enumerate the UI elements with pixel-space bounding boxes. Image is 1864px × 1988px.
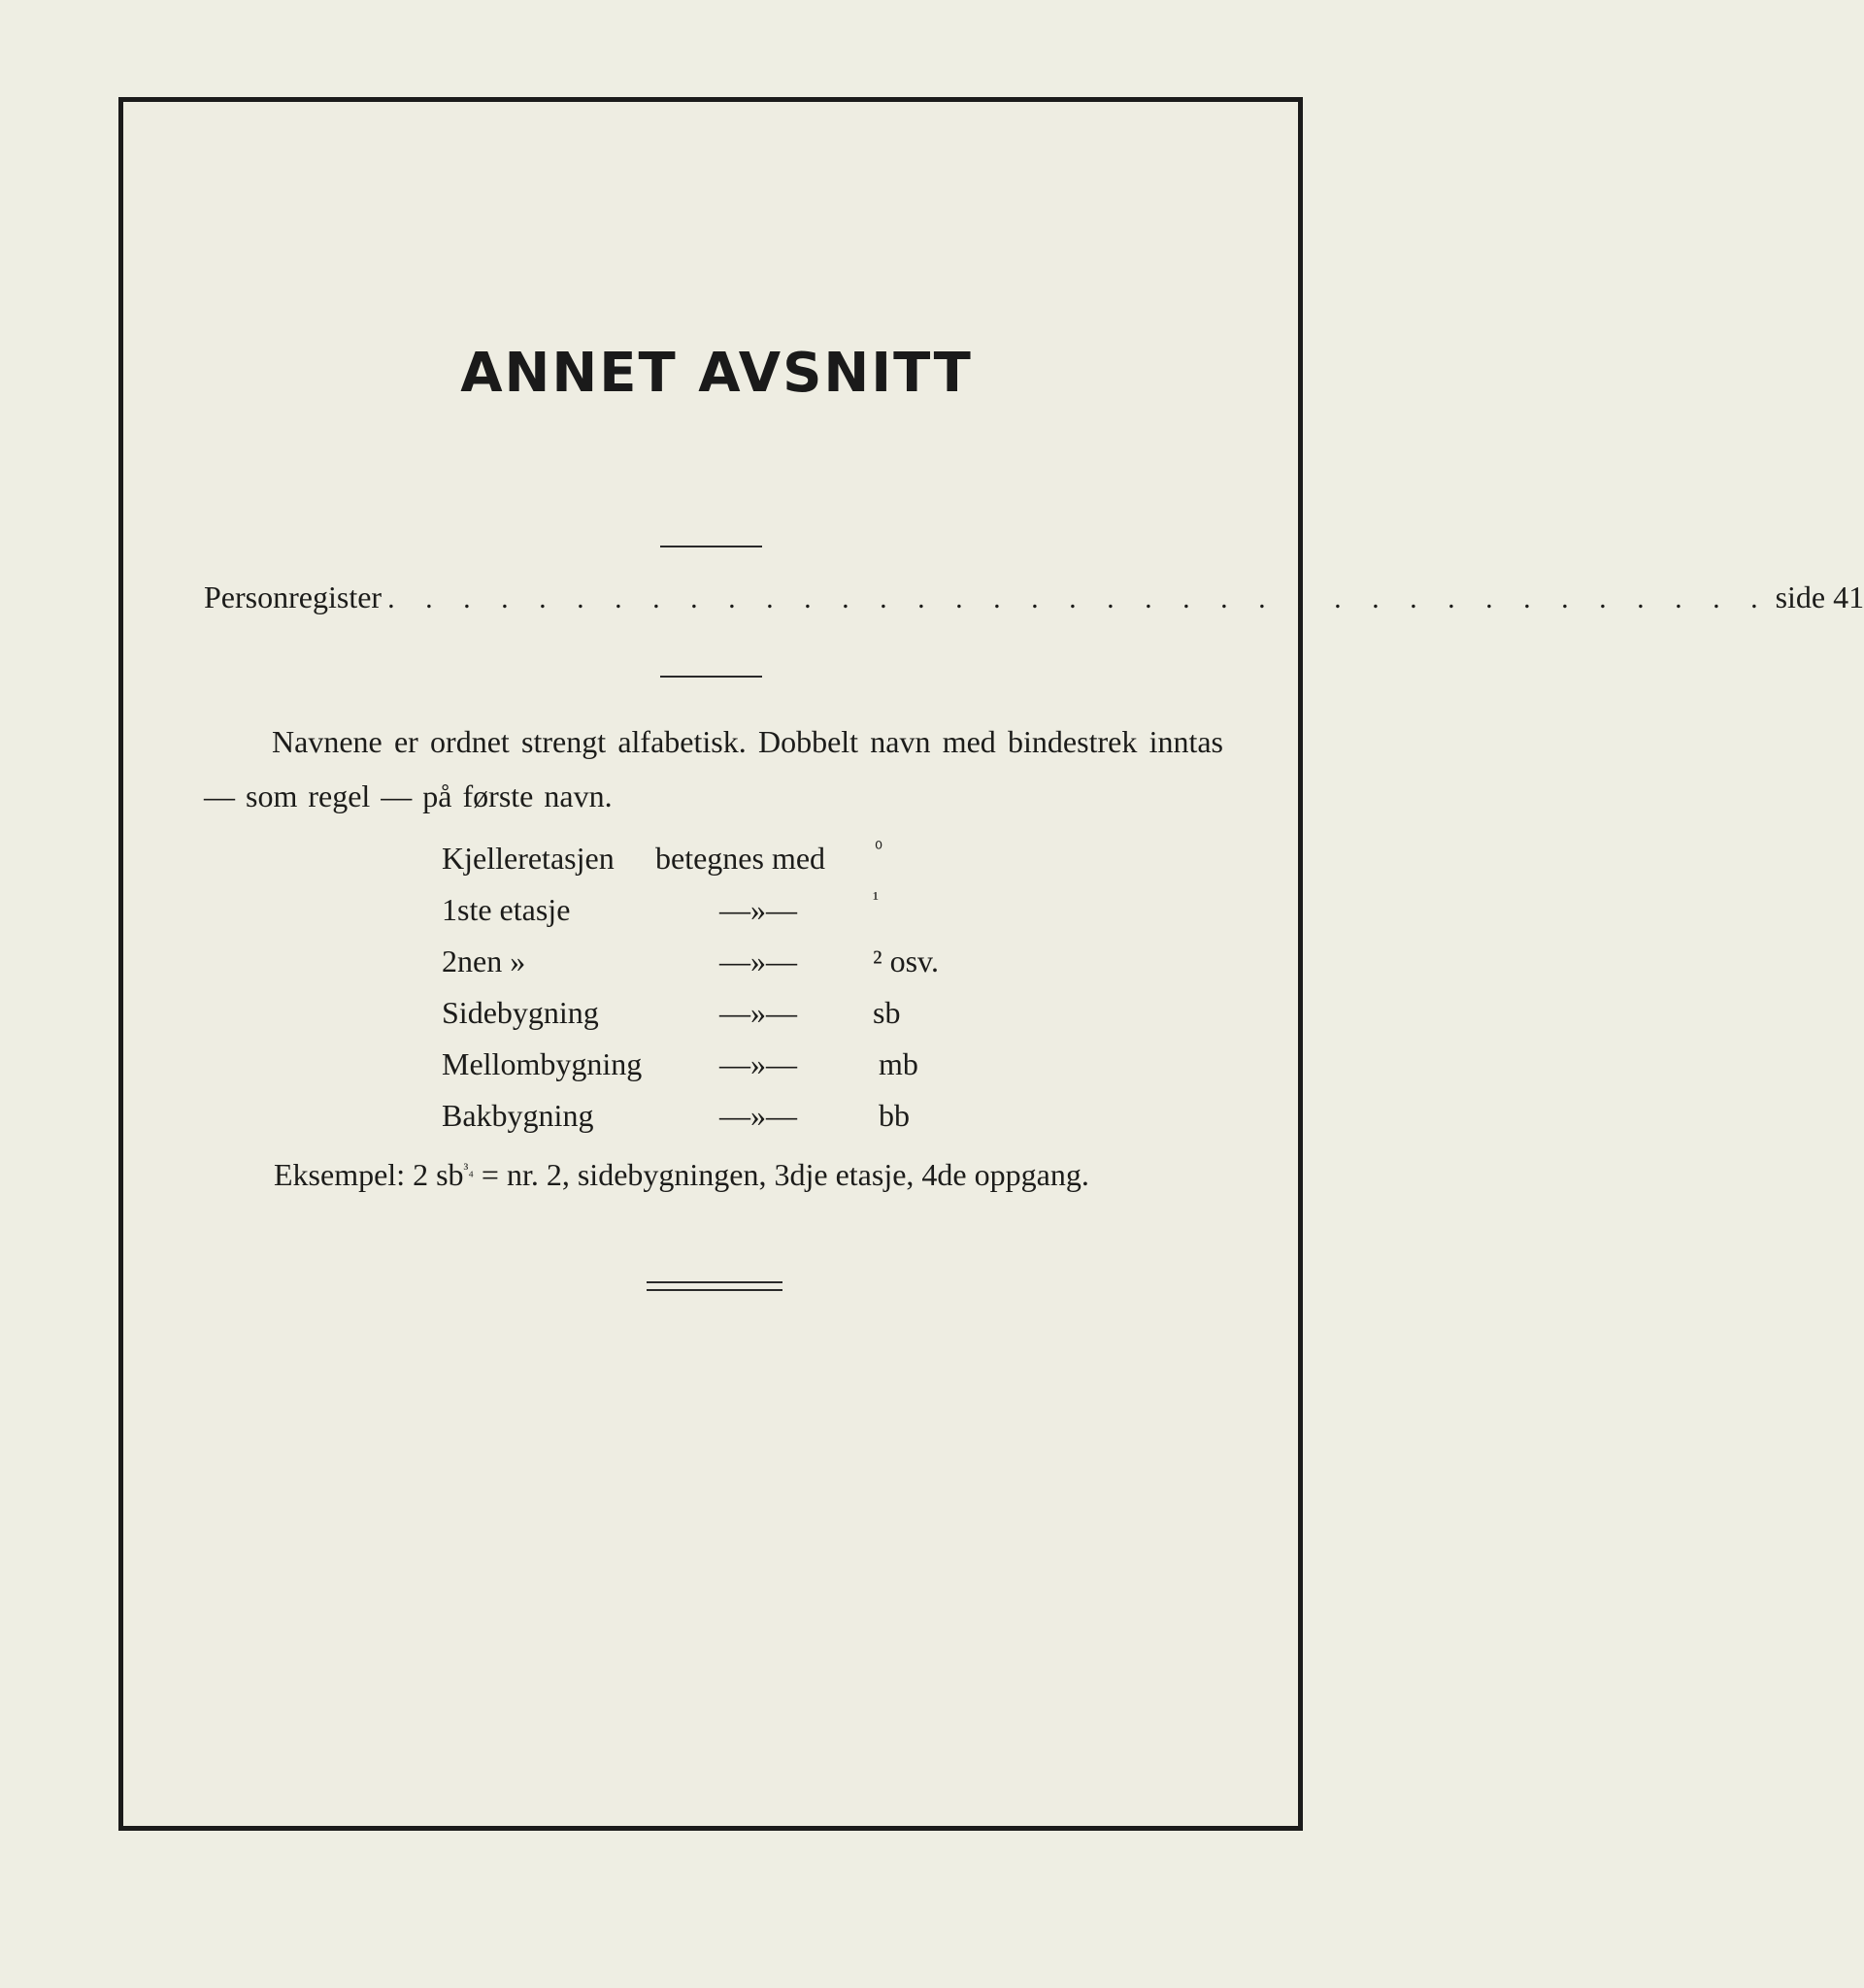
legend-ditto: —»— xyxy=(719,944,797,978)
legend-term: Mellombygning xyxy=(442,1046,643,1081)
legend-term: 1ste etasje xyxy=(442,892,571,927)
legend-term: Bakbygning xyxy=(442,1098,594,1133)
legend-symbol: ² osv. xyxy=(873,944,939,978)
intro-paragraph: Navnene er ordnet strengt alfabetisk. Dobbelt navn med bindestrek inntas — som regel — på første navn. xyxy=(204,724,1223,813)
legend-symbol: ⁰ xyxy=(875,839,883,860)
section-title: ANNET AVSNITT xyxy=(460,342,973,405)
toc-leader-dots: . . . . . . . . . . . . . . . . . . . . . . . . . . . . . . . . . . . . . xyxy=(387,582,1770,614)
legend-ditto: —»— xyxy=(719,1098,797,1133)
toc-entry-label: Personregister xyxy=(204,580,383,614)
example-code: 2 sb xyxy=(413,1157,464,1192)
example-explanation: = nr. 2, sidebygningen, 3dje etasje, 4de oppgang. xyxy=(481,1157,1089,1192)
double-rule-top xyxy=(647,1281,782,1283)
divider-rule xyxy=(660,546,762,547)
legend-symbol: ¹ xyxy=(873,888,879,910)
double-rule-bottom xyxy=(647,1289,782,1291)
legend-ditto: —»— xyxy=(719,892,797,927)
example-code-superscript: ³₄ xyxy=(463,1161,474,1178)
legend-term: 2nen » xyxy=(442,944,526,978)
toc-entry xyxy=(204,580,1864,615)
legend-ditto: —»— xyxy=(719,995,797,1030)
example-label: Eksempel: xyxy=(274,1157,406,1192)
example-line xyxy=(274,1157,1089,1193)
divider-rule xyxy=(660,676,762,678)
legend-symbol: mb xyxy=(879,1046,918,1081)
legend-term: Sidebygning xyxy=(442,995,599,1030)
legend-symbol: bb xyxy=(879,1098,910,1133)
legend-ditto: —»— xyxy=(719,1046,797,1081)
legend-ditto: betegnes med xyxy=(655,841,826,876)
toc-page-ref: side 41 xyxy=(1775,580,1864,614)
legend-symbol: sb xyxy=(873,995,901,1030)
legend-term: Kjelleretasjen xyxy=(442,841,615,876)
